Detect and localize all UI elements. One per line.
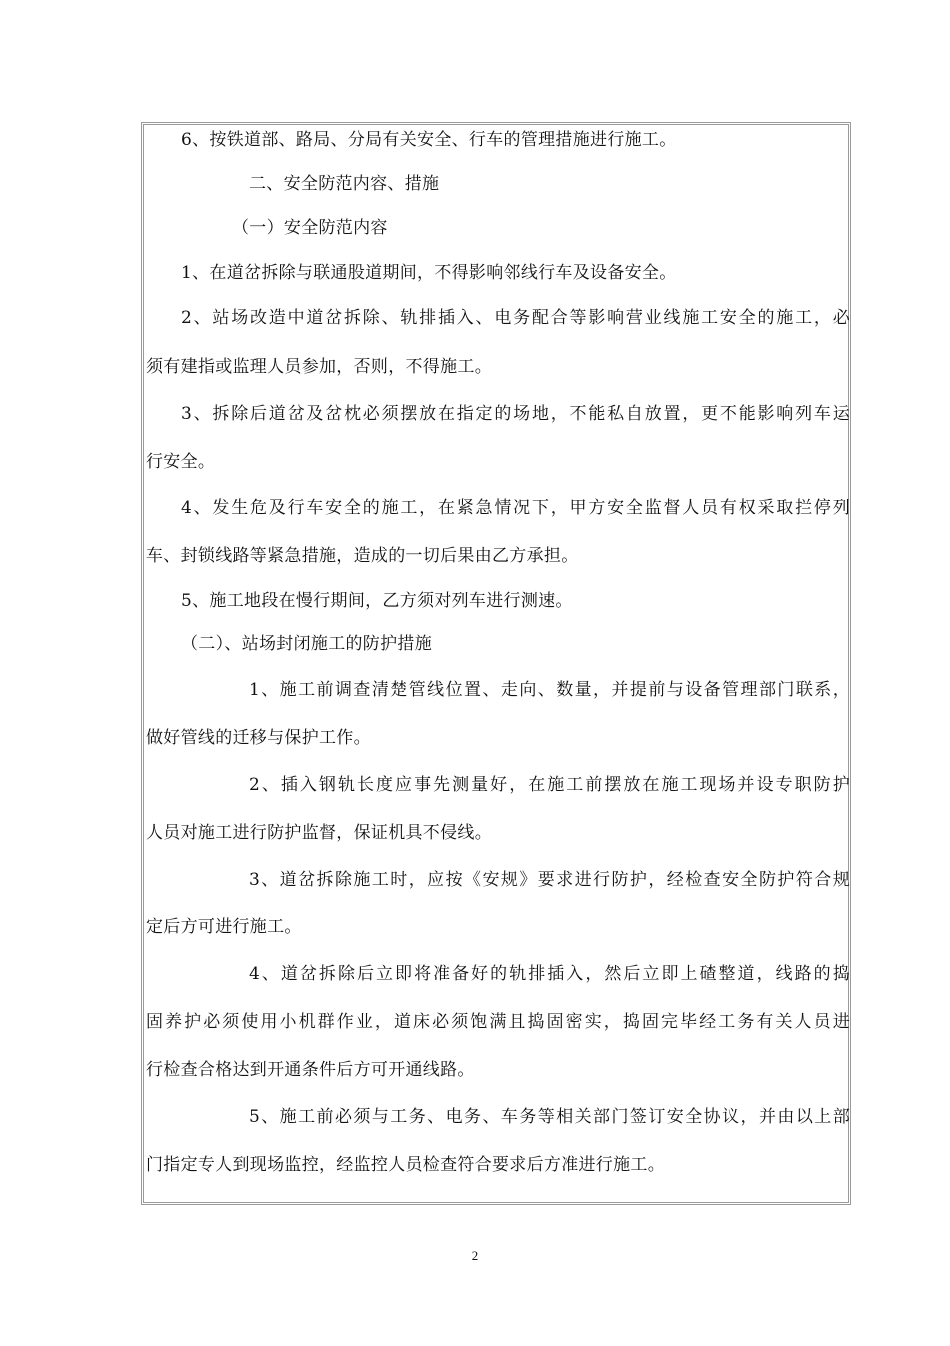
text-line-18: 定后方可进行施工。 [146, 917, 302, 937]
subsection-heading-1: （一）安全防范内容 [232, 218, 388, 238]
text-line-7: 3、拆除后道岔及岔枕必须摆放在指定的场地，不能私自放置，更不能影响列车运 [181, 404, 850, 424]
text-line-21: 行检查合格达到开通条件后方可开通线路。 [146, 1060, 475, 1080]
page-number: 2 [471, 1248, 479, 1263]
text-line-22: 5、施工前必须与工务、电务、车务等相关部门签订安全协议，并由以上部 [249, 1107, 850, 1127]
text-line-9: 4、发生危及行车安全的施工，在紧急情况下，甲方安全监督人员有权采取拦停列 [181, 498, 850, 518]
text-line-4: 1、在道岔拆除与联通股道期间，不得影响邻线行车及设备安全。 [181, 263, 677, 283]
text-line-1: 6、按铁道部、路局、分局有关安全、行车的管理措施进行施工。 [181, 130, 677, 150]
text-line-16: 人员对施工进行防护监督，保证机具不侵线。 [146, 823, 492, 843]
text-line-17: 3、道岔拆除施工时，应按《安规》要求进行防护，经检查安全防护符合规 [249, 870, 850, 890]
subsection-heading-2: （二）、站场封闭施工的防护措施 [181, 634, 432, 654]
text-line-14: 做好管线的迁移与保护工作。 [146, 728, 371, 748]
text-line-13: 1、施工前调查清楚管线位置、走向、数量，并提前与设备管理部门联系， [249, 680, 850, 700]
text-line-6: 须有建指或监理人员参加，否则，不得施工。 [146, 357, 492, 377]
text-line-8: 行安全。 [146, 452, 216, 472]
section-heading-2: 二、安全防范内容、措施 [249, 174, 440, 194]
text-line-5: 2、站场改造中道岔拆除、轨排插入、电务配合等影响营业线施工安全的施工，必 [181, 308, 850, 328]
text-line-23: 门指定专人到现场监控，经监控人员检查符合要求后方准进行施工。 [146, 1155, 665, 1175]
text-line-15: 2、插入钢轨长度应事先测量好，在施工前摆放在施工现场并设专职防护 [249, 775, 850, 795]
text-line-10: 车、封锁线路等紧急措施，造成的一切后果由乙方承担。 [146, 546, 579, 566]
text-line-20: 固养护必须使用小机群作业，道床必须饱满且捣固密实，捣固完毕经工务有关人员进 [146, 1012, 850, 1032]
text-line-19: 4、道岔拆除后立即将准备好的轨排插入，然后立即上碴整道，线路的捣 [249, 964, 850, 984]
text-line-11: 5、施工地段在慢行期间，乙方须对列车进行测速。 [181, 591, 573, 611]
